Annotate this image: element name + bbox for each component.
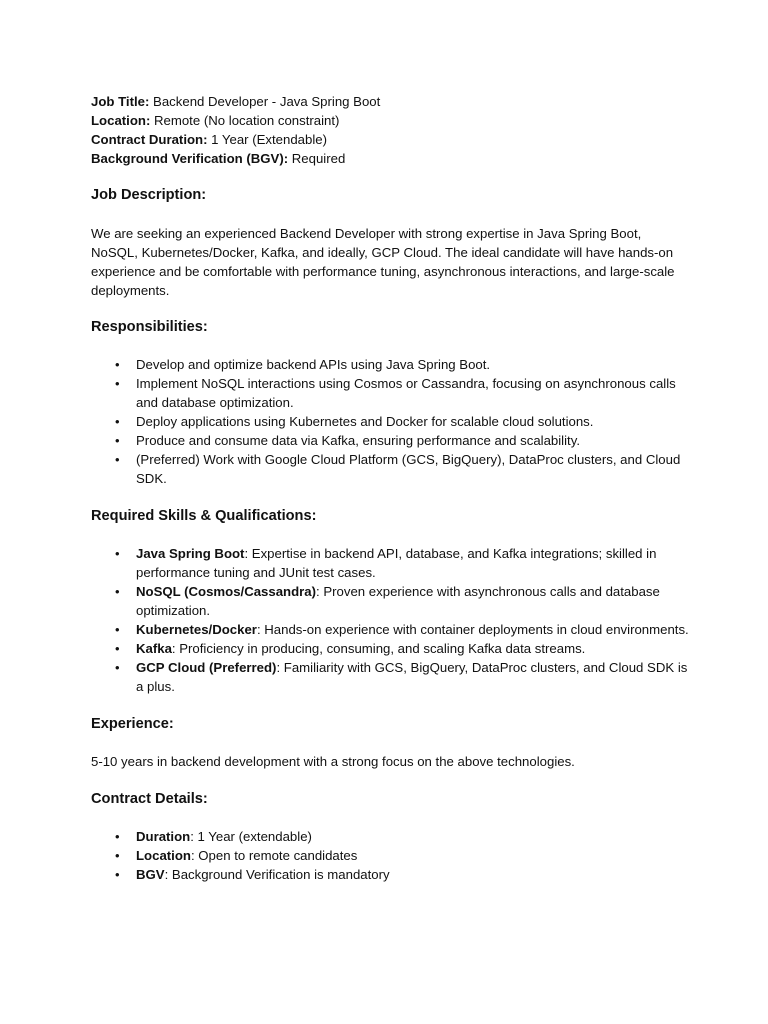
skill-label: NoSQL (Cosmos/Cassandra) — [136, 584, 317, 599]
list-item-text: Deploy applications using Kubernetes and Docker for scalable cloud solutions. — [136, 414, 594, 429]
meta-label: Contract Duration: — [91, 132, 208, 147]
list-item-text: Produce and consume data via Kafka, ensuring performance and scalability. — [136, 433, 580, 448]
meta-job-title — [91, 92, 691, 111]
bullet-icon: • — [115, 433, 120, 448]
bullet-icon: • — [115, 414, 120, 429]
list-item — [91, 846, 691, 865]
bullet-icon: • — [115, 641, 120, 656]
bullet-icon: • — [115, 546, 120, 561]
meta-contract-duration — [91, 130, 691, 149]
skill-label: Kafka — [136, 641, 172, 656]
skill-label: Kubernetes/Docker — [136, 622, 257, 637]
job-description-heading: Job Description: — [91, 187, 207, 203]
contract-label: Duration — [136, 829, 191, 844]
list-item — [91, 355, 691, 374]
skills-list — [91, 544, 691, 696]
list-item — [91, 544, 691, 582]
meta-location — [91, 111, 691, 130]
skill-text: : Hands-on experience with container deployments in cloud environments. — [256, 622, 689, 637]
bullet-icon: • — [115, 452, 120, 467]
list-item — [91, 827, 691, 846]
list-item-text: (Preferred) Work with Google Cloud Platform (GCS, BigQuery), DataProc clusters, and Cloud SDK. — [136, 452, 681, 486]
bullet-icon: • — [115, 829, 120, 844]
meta-value: 1 Year (Extendable) — [207, 132, 328, 147]
skill-label: GCP Cloud (Preferred) — [136, 660, 277, 675]
list-item — [91, 620, 691, 639]
list-item — [91, 865, 691, 884]
experience-heading: Experience: — [91, 716, 174, 732]
job-posting-document — [91, 92, 691, 884]
contract-heading: Contract Details: — [91, 791, 208, 807]
skill-text: : Proven experience with asynchronous calls and database optimization. — [136, 584, 660, 618]
contract-label: Location — [136, 848, 191, 863]
contract-list — [91, 827, 691, 884]
meta-label: Background Verification (BGV): — [91, 151, 289, 166]
list-item-text: Implement NoSQL interactions using Cosmos or Cassandra, focusing on asynchronous calls and database optimization. — [136, 376, 676, 410]
contract-text: : 1 Year (extendable) — [190, 829, 312, 844]
list-item — [91, 374, 691, 412]
bullet-icon: • — [115, 660, 120, 675]
list-item — [91, 582, 691, 620]
skill-text: : Familiarity with GCS, BigQuery, DataProc clusters, and Cloud SDK is a plus. — [136, 660, 688, 694]
job-description-text: We are seeking an experienced Backend Developer with strong expertise in Java Spring Boot, NoSQL, Kubernetes/Docker, Kafka, and ideally, GCP Cloud. The ideal candidate will have hands-on experience and be comfortable with performance tuning, asynchronous interactions, and large-scale deployments. — [91, 226, 675, 298]
responsibilities-list — [91, 355, 691, 488]
meta-value: Required — [288, 151, 346, 166]
bullet-icon: • — [115, 622, 120, 637]
contract-text: : Open to remote candidates — [190, 848, 358, 863]
skills-heading: Required Skills & Qualifications: — [91, 508, 317, 524]
contract-label: BGV — [136, 867, 165, 882]
contract-text: : Background Verification is mandatory — [164, 867, 390, 882]
bullet-icon: • — [115, 376, 120, 391]
bullet-icon: • — [115, 357, 120, 372]
meta-label: Location: — [91, 113, 151, 128]
skill-label: Java Spring Boot — [136, 546, 245, 561]
meta-value: Remote (No location constraint) — [150, 113, 340, 128]
meta-bgv — [91, 149, 691, 168]
list-item — [91, 431, 691, 450]
skill-text: : Proficiency in producing, consuming, and scaling Kafka data streams. — [171, 641, 586, 656]
skill-text: : Expertise in backend API, database, and Kafka integrations; skilled in performance tuning and JUnit test cases. — [136, 546, 657, 580]
meta-value: Backend Developer - Java Spring Boot — [149, 94, 381, 109]
bullet-icon: • — [115, 867, 120, 882]
list-item-text: Develop and optimize backend APIs using Java Spring Boot. — [136, 357, 491, 372]
list-item — [91, 450, 691, 488]
job-meta — [91, 92, 691, 168]
bullet-icon: • — [115, 584, 120, 599]
responsibilities-heading: Responsibilities: — [91, 319, 208, 335]
bullet-icon: • — [115, 848, 120, 863]
list-item — [91, 658, 691, 696]
meta-label: Job Title: — [91, 94, 150, 109]
list-item — [91, 412, 691, 431]
experience-text: 5-10 years in backend development with a strong focus on the above technologies. — [91, 754, 575, 769]
list-item — [91, 639, 691, 658]
